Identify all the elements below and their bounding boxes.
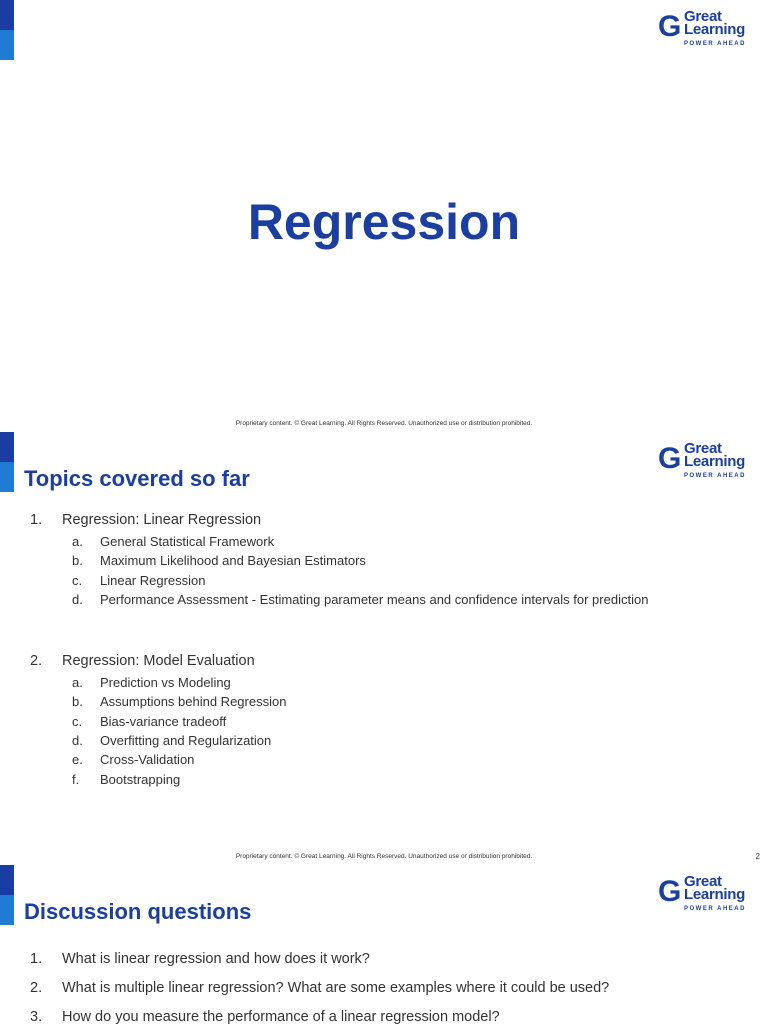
slide-title: Discussion questions — [24, 899, 252, 924]
subtopic-item — [62, 590, 750, 609]
list-letter: a. — [72, 534, 83, 549]
subtopic-label: Bias-variance tradeoff — [100, 713, 227, 729]
topics-list — [30, 512, 750, 789]
logo-wordmark: Great Learning — [684, 8, 745, 38]
question-label: How do you measure the performance of a linear regression model? — [62, 1009, 500, 1024]
list-letter: b. — [72, 694, 83, 710]
great-learning-logo — [658, 875, 754, 915]
great-learning-logo — [658, 10, 754, 50]
list-number: 2. — [30, 980, 43, 996]
topic-label: Regression: Linear Regression — [62, 512, 262, 528]
subtopic-list — [62, 673, 750, 789]
logo-wordmark: Great Learning — [684, 873, 745, 903]
subtopic-label: Cross-Validation — [100, 752, 195, 768]
subtopic-item — [62, 770, 750, 789]
subtopic-label: Prediction vs Modeling — [100, 675, 231, 691]
question-item — [30, 974, 750, 1003]
subtopic-item — [62, 551, 750, 570]
question-label: What is multiple linear regression? What are some examples where it could be used? — [62, 980, 610, 996]
page-number: 2 — [755, 852, 760, 861]
subtopic-label: Bootstrapping — [100, 771, 181, 787]
discussion-slide — [0, 865, 768, 1024]
list-letter: c. — [72, 572, 83, 588]
subtopic-item — [62, 673, 750, 692]
question-label: What is linear regression and how does it work? — [62, 951, 370, 967]
subtopic-label: Linear Regression — [100, 572, 206, 588]
subtopic-label: General Statistical Framework — [100, 534, 275, 549]
accent-bar — [0, 865, 14, 925]
subtopic-label: Maximum Likelihood and Bayesian Estimators — [100, 553, 366, 569]
g-logo-icon: G — [658, 875, 682, 908]
g-logo-icon: G — [658, 442, 682, 475]
topic-label: Regression: Model Evaluation — [62, 653, 255, 670]
great-learning-logo — [658, 442, 754, 482]
copyright-footer: Proprietary content. © Great Learning. All Rights Reserved. Unauthorized use or distribution prohibited. — [235, 853, 533, 860]
questions-list — [30, 945, 750, 1024]
logo-tagline: POWER AHEAD — [684, 41, 746, 47]
list-letter: c. — [72, 713, 83, 729]
topics-slide — [0, 432, 768, 865]
list-number: 3. — [30, 1009, 43, 1024]
subtopic-label: Overfitting and Regularization — [100, 733, 272, 749]
list-letter: e. — [72, 752, 83, 768]
subtopic-item — [62, 571, 750, 590]
g-logo-icon: G — [658, 10, 682, 43]
cover-title: Regression — [247, 194, 521, 250]
subtopic-list — [62, 532, 750, 609]
list-letter: f. — [72, 771, 80, 787]
list-letter: b. — [72, 553, 83, 569]
list-letter: a. — [72, 675, 83, 691]
logo-tagline: POWER AHEAD — [684, 473, 746, 479]
subtopic-label: Performance Assessment - Estimating parameter means and confidence intervals for prediction — [100, 591, 649, 607]
accent-bar — [0, 0, 14, 60]
title-slide — [0, 0, 768, 432]
subtopic-label: Assumptions behind Regression — [100, 694, 287, 710]
list-number: 1. — [30, 951, 43, 967]
list-number: 1. — [30, 512, 43, 528]
list-letter: d. — [72, 591, 83, 607]
question-item — [30, 1003, 750, 1024]
subtopic-item — [62, 731, 750, 750]
list-letter: d. — [72, 733, 83, 749]
logo-tagline: POWER AHEAD — [684, 906, 746, 912]
subtopic-item — [62, 692, 750, 711]
topic-item — [30, 653, 750, 789]
accent-bar — [0, 432, 14, 492]
copyright-footer: Proprietary content. © Great Learning. All Rights Reserved. Unauthorized use or distribution prohibited. — [235, 420, 533, 427]
slide-title: Topics covered so far — [24, 466, 250, 491]
question-item — [30, 945, 750, 974]
subtopic-item — [62, 532, 750, 551]
logo-wordmark: Great Learning — [684, 440, 745, 470]
subtopic-item — [62, 712, 750, 731]
list-number: 2. — [30, 653, 43, 670]
topic-item — [30, 512, 750, 653]
subtopic-item — [62, 750, 750, 769]
